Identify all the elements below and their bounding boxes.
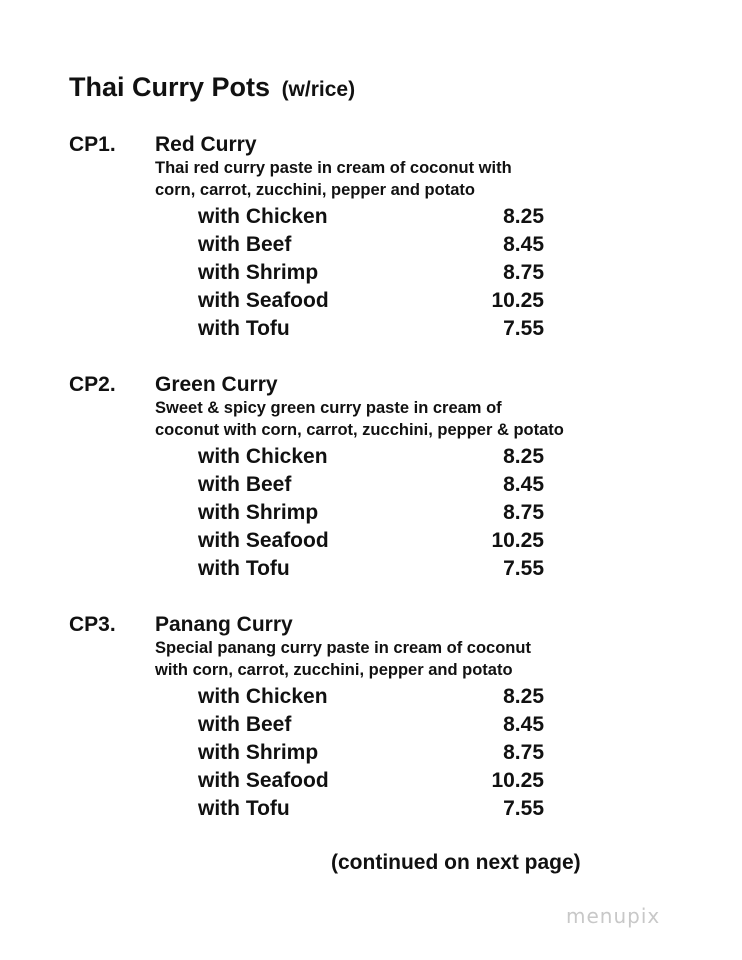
option-label: with Beef xyxy=(198,713,292,736)
description-line: Special panang curry paste in cream of coconut xyxy=(155,639,531,657)
item-name: Panang Curry xyxy=(155,613,293,636)
description-line: Sweet & spicy green curry paste in cream of xyxy=(155,399,502,417)
option-price: 8.45 xyxy=(503,473,544,496)
option-price: 7.55 xyxy=(503,557,544,580)
option-row xyxy=(198,499,548,527)
option-label: with Chicken xyxy=(198,445,328,468)
option-label: with Shrimp xyxy=(198,741,319,764)
option-price: 8.75 xyxy=(503,741,544,764)
option-label: with Beef xyxy=(198,233,292,256)
option-label: with Tofu xyxy=(198,557,290,580)
option-row xyxy=(198,739,548,767)
item-description xyxy=(155,637,531,681)
option-label: with Seafood xyxy=(198,769,329,792)
option-label: with Tofu xyxy=(198,797,290,820)
item-name: Green Curry xyxy=(155,373,278,396)
option-price: 8.25 xyxy=(503,205,544,228)
item-code: CP2. xyxy=(69,373,116,396)
option-list xyxy=(198,443,548,583)
title-main: Thai Curry Pots xyxy=(69,72,271,102)
option-row xyxy=(198,711,548,739)
option-price: 8.45 xyxy=(503,713,544,736)
option-row xyxy=(198,767,548,795)
option-price: 8.45 xyxy=(503,233,544,256)
option-price: 10.25 xyxy=(491,289,544,312)
option-label: with Shrimp xyxy=(198,501,319,524)
option-label: with Seafood xyxy=(198,289,329,312)
option-row xyxy=(198,527,548,555)
option-price: 8.75 xyxy=(503,261,544,284)
option-label: with Chicken xyxy=(198,205,328,228)
option-row xyxy=(198,287,548,315)
description-line: coconut with corn, carrot, zucchini, pepper & potato xyxy=(155,421,564,439)
title-subtitle: (w/rice) xyxy=(281,78,356,101)
option-price: 10.25 xyxy=(491,769,544,792)
item-name: Red Curry xyxy=(155,133,257,156)
option-list xyxy=(198,203,548,343)
option-price: 7.55 xyxy=(503,797,544,820)
option-price: 8.25 xyxy=(503,445,544,468)
option-label: with Chicken xyxy=(198,685,328,708)
option-row xyxy=(198,231,548,259)
item-code: CP3. xyxy=(69,613,116,636)
continued-note: (continued on next page) xyxy=(331,851,581,874)
option-label: with Shrimp xyxy=(198,261,319,284)
option-label: with Tofu xyxy=(198,317,290,340)
option-price: 10.25 xyxy=(491,529,544,552)
option-row xyxy=(198,795,548,823)
item-code: CP1. xyxy=(69,133,116,156)
watermark-logo: menupix xyxy=(566,904,661,928)
option-label: with Beef xyxy=(198,473,292,496)
option-row xyxy=(198,315,548,343)
option-price: 8.75 xyxy=(503,501,544,524)
option-label: with Seafood xyxy=(198,529,329,552)
option-row xyxy=(198,683,548,711)
description-line: corn, carrot, zucchini, pepper and potato xyxy=(155,181,475,199)
description-line: Thai red curry paste in cream of coconut with xyxy=(155,159,512,177)
description-line: with corn, carrot, zucchini, pepper and potato xyxy=(155,661,513,679)
option-row xyxy=(198,471,548,499)
option-row xyxy=(198,443,548,471)
option-list xyxy=(198,683,548,823)
item-description xyxy=(155,397,564,441)
option-row xyxy=(198,259,548,287)
option-row xyxy=(198,203,548,231)
page-title xyxy=(69,70,355,107)
option-price: 8.25 xyxy=(503,685,544,708)
option-row xyxy=(198,555,548,583)
item-description xyxy=(155,157,512,201)
option-price: 7.55 xyxy=(503,317,544,340)
